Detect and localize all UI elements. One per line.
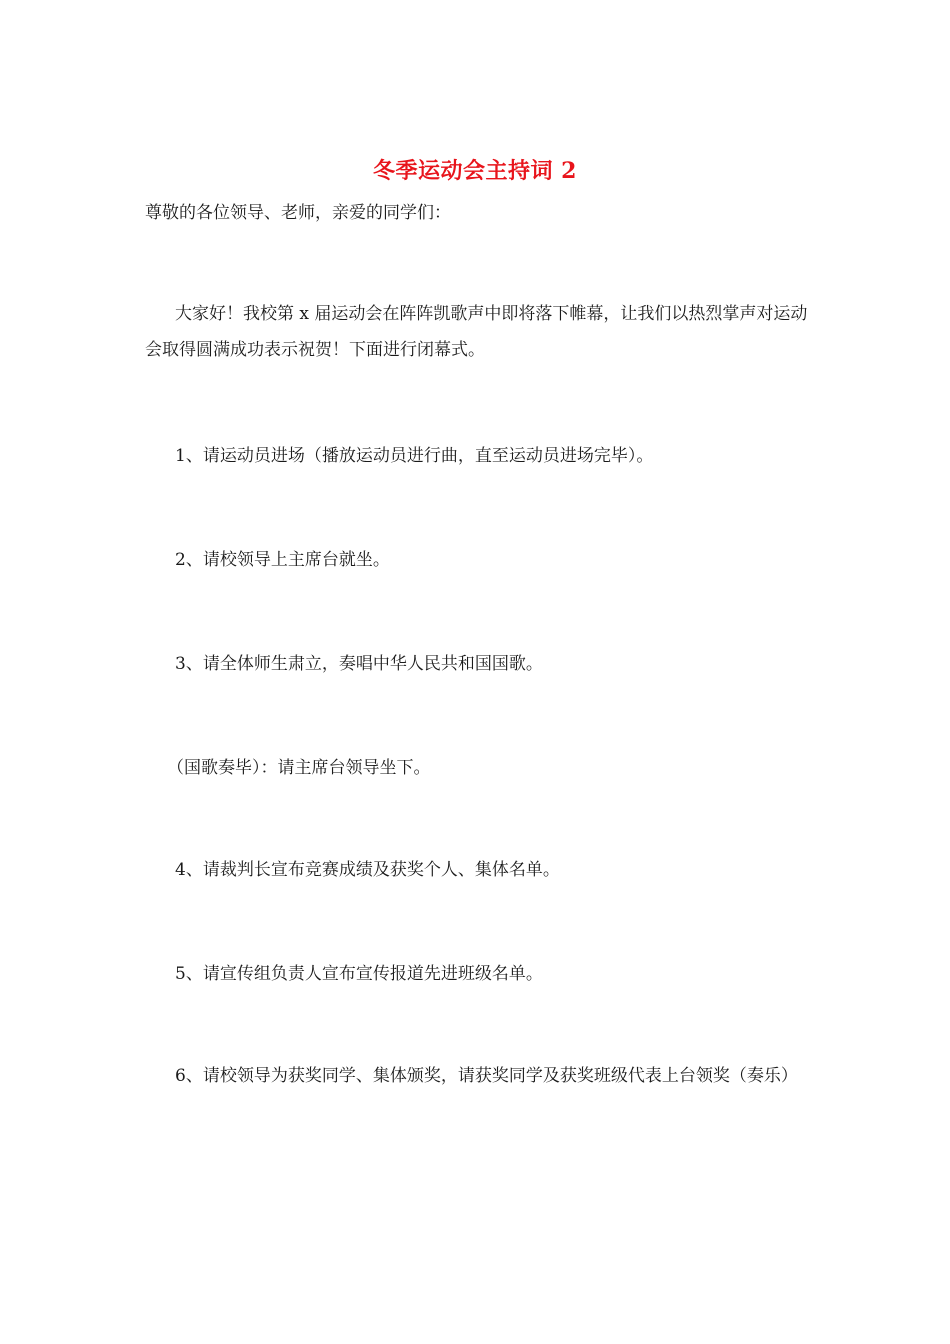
paragraph-item-1: 1、请运动员进场（播放运动员进行曲，直至运动员进场完毕）。 [175,446,654,466]
paragraph-item-4: 4、请裁判长宣布竞赛成绩及获奖个人、集体名单。 [175,860,560,880]
paragraph-opening: 大家好！我校第 x 届运动会在阵阵凯歌声中即将落下帷幕，让我们以热烈掌声对运动会取得圆满成功表示祝贺！下面进行闭幕式。 [145,304,808,360]
paragraph-item-6: 6、请校领导为获奖同学、集体颁奖，请获奖同学及获奖班级代表上台领奖（奏乐） [175,1066,798,1086]
salutation: 尊敬的各位领导、老师，亲爱的同学们： [145,203,451,223]
paragraph-item-5: 5、请宣传组负责人宣布宣传报道先进班级名单。 [175,964,543,984]
paragraph-item-3: 3、请全体师生肃立，奏唱中华人民共和国国歌。 [175,654,543,674]
document-title: 冬季运动会主持词 2 [373,158,577,184]
paragraph-anthem-note: （国歌奏毕）：请主席台领导坐下。 [167,758,431,778]
paragraph-item-2: 2、请校领导上主席台就坐。 [175,550,390,570]
